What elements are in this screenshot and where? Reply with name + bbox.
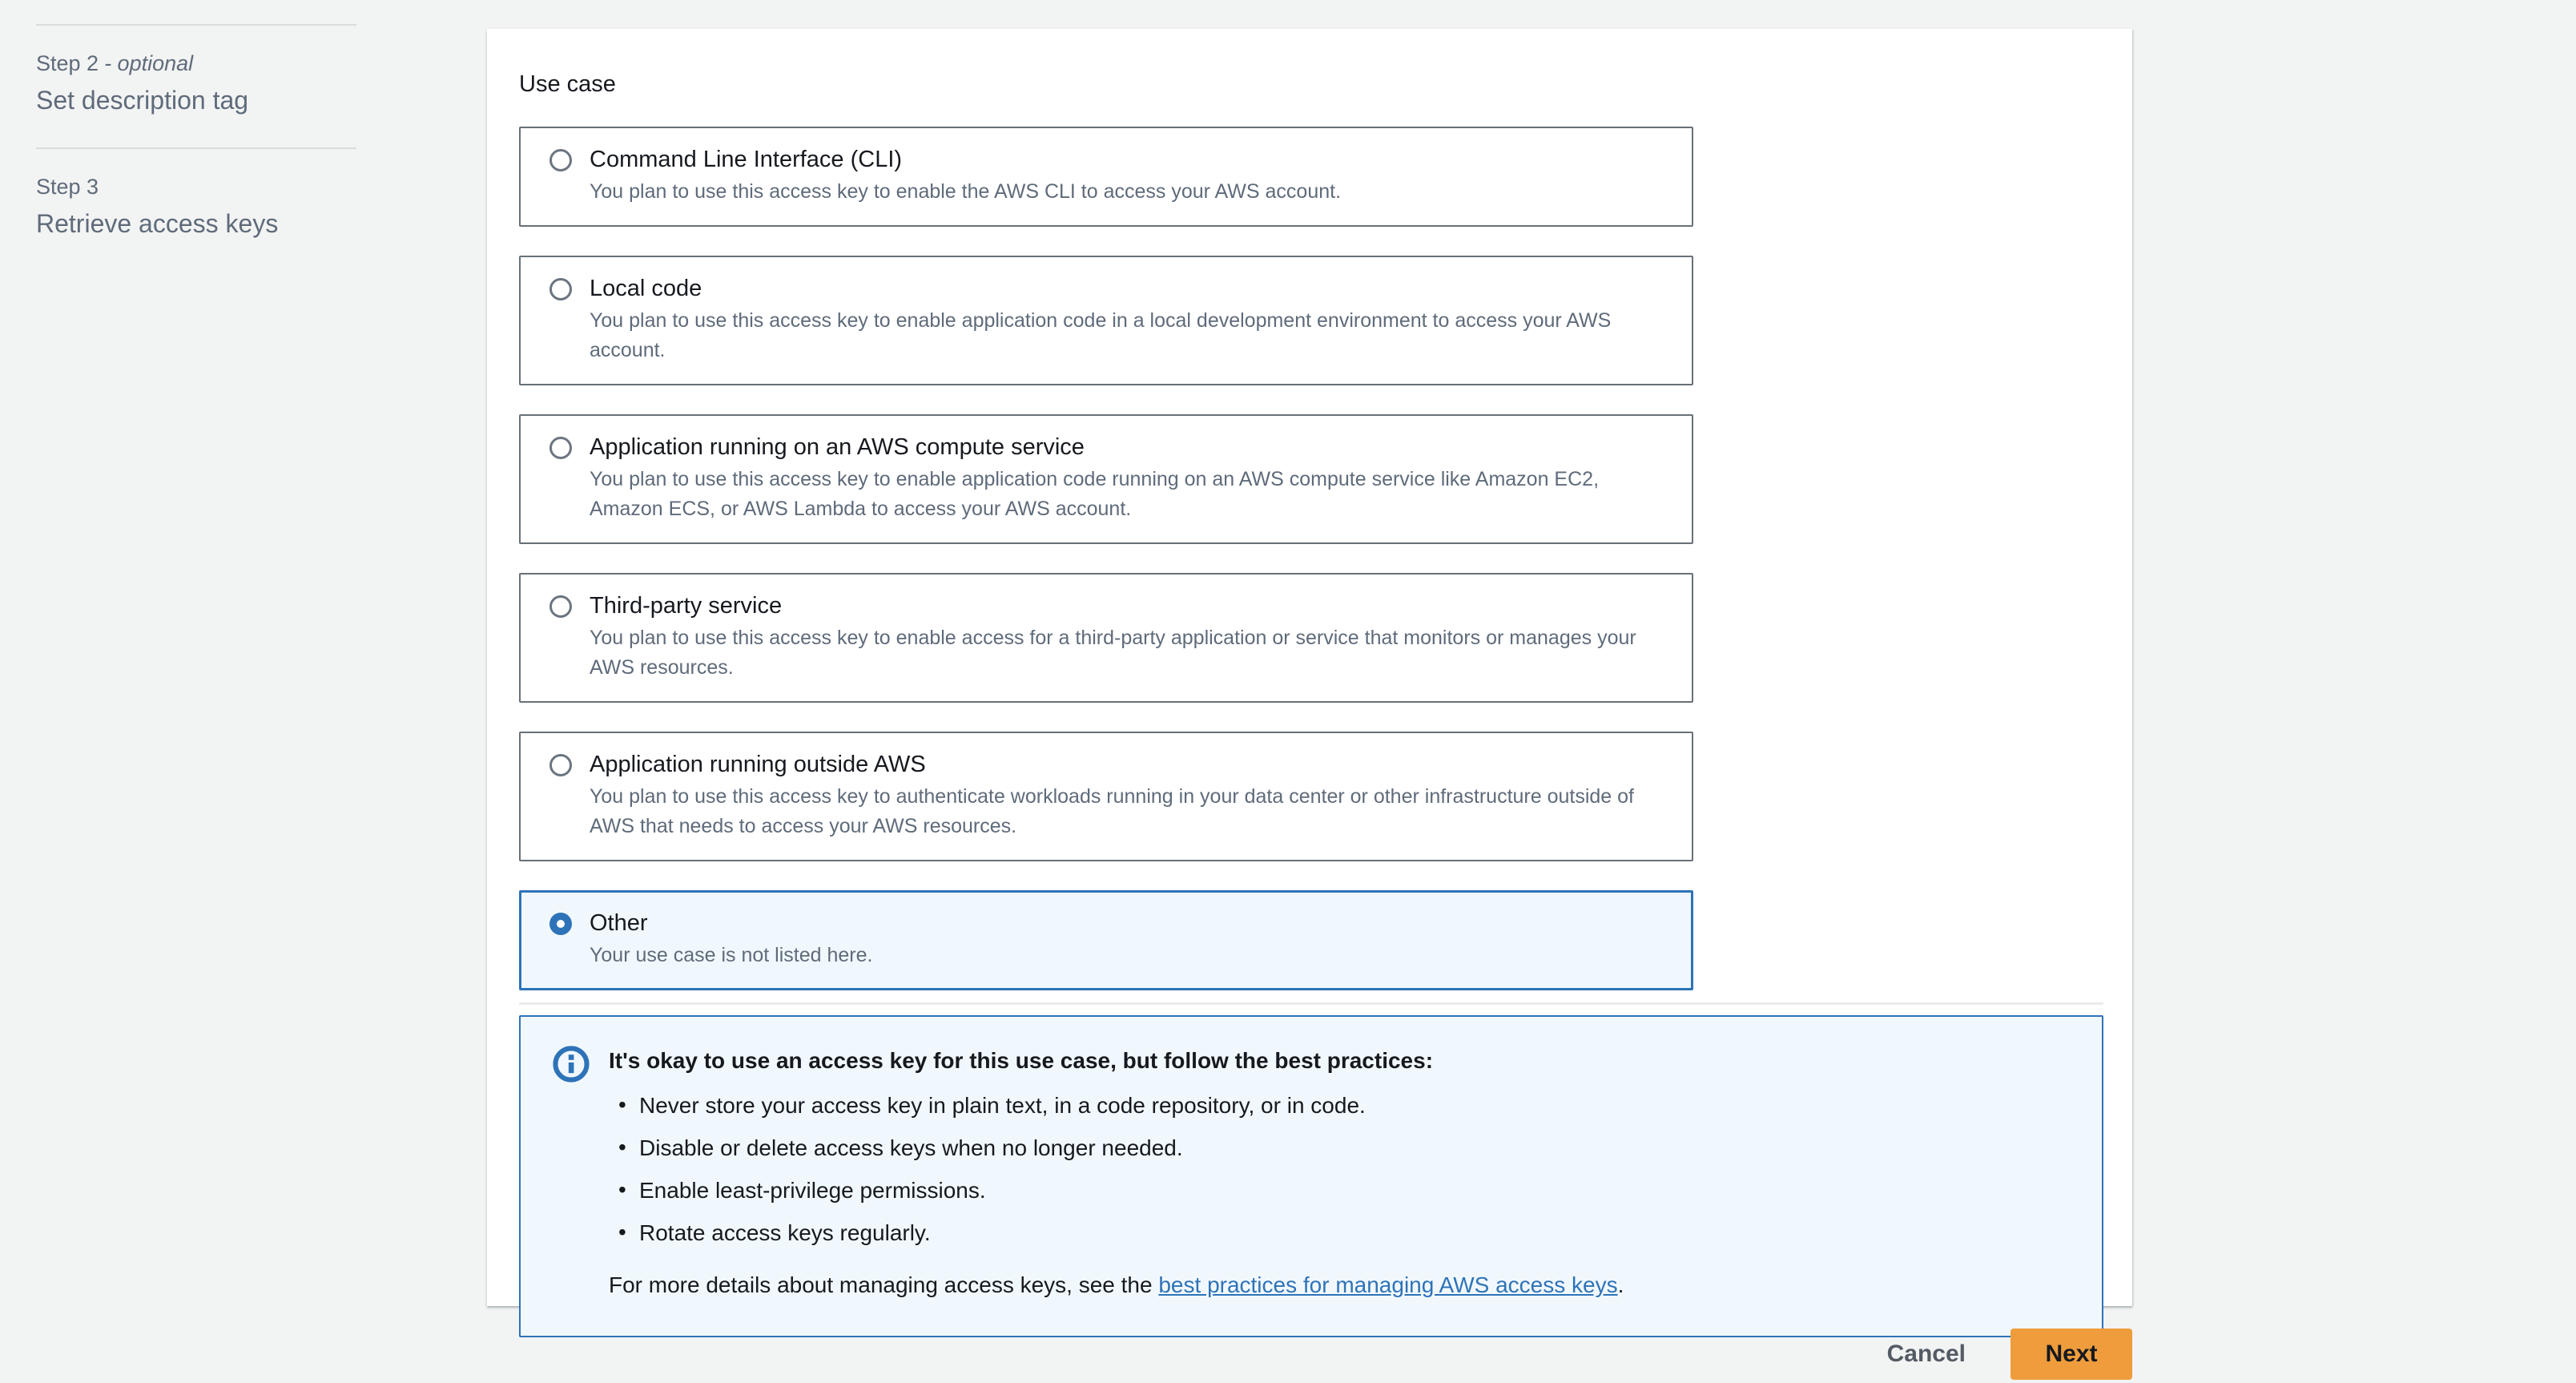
use-case-option-third-party[interactable]	[519, 573, 1693, 703]
radio-unchecked-icon[interactable]	[549, 278, 572, 300]
content-divider	[519, 1002, 2103, 1005]
option-description: Your use case is not listed here.	[590, 944, 873, 966]
option-description: You plan to use this access key to enable application code running on an AWS compute service like Amazon EC2, Amazon ECS, or AWS Lambda to access your AWS account.	[590, 468, 1600, 520]
radio-unchecked-icon[interactable]	[549, 437, 572, 459]
option-text	[590, 590, 1669, 683]
radio-checked-icon[interactable]	[549, 913, 572, 935]
use-case-section-label: Use case	[519, 71, 616, 97]
alert-title: It's okay to use an access key for this use case, but follow the best practices:	[609, 1048, 1434, 1073]
option-text	[590, 272, 1669, 365]
next-button[interactable]: Next	[2010, 1329, 2132, 1380]
alert-footer-text	[609, 1269, 1624, 1301]
step-2-label	[36, 50, 193, 77]
step-2-optional-qualifier: - optional	[104, 51, 194, 75]
option-label: Command Line Interface (CLI)	[590, 147, 903, 172]
list-item: • Rotate access keys regularly.	[639, 1218, 1624, 1248]
info-alert	[519, 1015, 2103, 1337]
main-card	[487, 29, 2132, 1306]
alert-body	[609, 1044, 1624, 1301]
use-case-option-other[interactable]	[519, 890, 1693, 990]
option-label: Third-party service	[590, 593, 783, 619]
best-practices-link[interactable]: best practices for managing AWS access keys	[1158, 1272, 1618, 1297]
option-text	[590, 431, 1669, 524]
option-label: Application running outside AWS	[590, 752, 926, 777]
wizard-actions	[1887, 1327, 2132, 1381]
use-case-option-local-code[interactable]	[519, 256, 1693, 385]
use-case-option-compute-service[interactable]	[519, 414, 1693, 544]
option-label: Other	[590, 910, 648, 936]
option-text	[590, 907, 872, 970]
cancel-button[interactable]: Cancel	[1886, 1341, 1966, 1367]
step-3-label	[36, 173, 104, 200]
option-label: Application running on an AWS compute service	[590, 434, 1085, 460]
option-description: You plan to use this access key to enable access for a third-party application or service that monitors or manages your AWS resources.	[590, 627, 1636, 679]
use-case-option-outside-aws[interactable]	[519, 732, 1693, 861]
option-text	[590, 143, 1341, 207]
step-2-number: Step 2	[36, 51, 99, 75]
sidebar-divider	[36, 24, 356, 26]
sidebar-item-set-description-tag[interactable]: Set description tag	[36, 86, 249, 115]
sidebar-divider	[36, 147, 356, 149]
list-item: • Never store your access key in plain text, in a code repository, or in code.	[639, 1091, 1624, 1121]
alert-footer-prefix: For more details about managing access keys, see the	[609, 1272, 1159, 1297]
option-description: You plan to use this access key to enable the AWS CLI to access your AWS account.	[590, 180, 1342, 203]
list-item: • Enable least-privilege permissions.	[639, 1175, 1624, 1206]
sidebar-item-retrieve-access-keys[interactable]: Retrieve access keys	[36, 209, 279, 238]
radio-unchecked-icon[interactable]	[549, 754, 572, 776]
alert-footer-suffix: .	[1617, 1272, 1624, 1297]
option-label: Local code	[590, 276, 702, 301]
list-item: • Disable or delete access keys when no longer needed.	[639, 1133, 1624, 1163]
use-case-option-cli[interactable]	[519, 127, 1693, 227]
radio-unchecked-icon[interactable]	[549, 595, 572, 618]
option-description: You plan to use this access key to authenticate workloads running in your data center or other infrastructure outside of AWS that needs to access your AWS resources.	[590, 785, 1635, 837]
radio-unchecked-icon[interactable]	[549, 149, 572, 171]
best-practices-list	[639, 1091, 1624, 1248]
option-description: You plan to use this access key to enable application code in a local development environment to access your AWS account.	[590, 309, 1612, 361]
step-3-number: Step 3	[36, 175, 99, 199]
option-text	[590, 748, 1669, 841]
info-icon	[553, 1046, 590, 1083]
